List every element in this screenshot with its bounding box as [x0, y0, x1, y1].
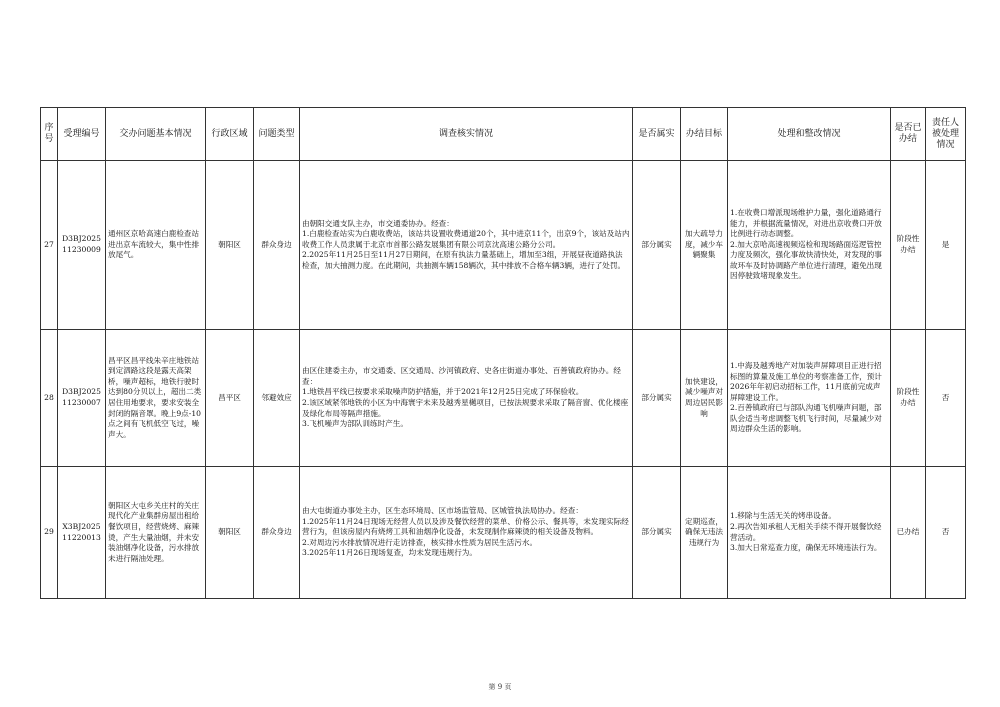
- page-number: 第 9 页: [488, 683, 512, 691]
- row-rectification: 1.在收费口增派现场维护力量，强化道路通行能力，并根据流量情况，对进出京收费口开放比例进行动态调整。 2.加大京哈高速视频巡检和现场路面巡逻管控力度及频次，强化事故快清快处，对发现的事故环车及时协调路产单位进行清理，避免出现因停驶致堵现象发生。: [728, 161, 891, 330]
- row-verified: 部分属实: [633, 161, 681, 330]
- header-investigation: 调查核实情况: [300, 108, 633, 161]
- row-investigation: 由大屯街道办事处主办，区生态环境局、区市场监管局、区城管执法局协办。经查： 1.2025年11月24日现场无经营人员以及涉及餐饮经营的菜单、价格公示、餐具等，未发现实际经营行为，但该房屋内有烧烤工具和油烟净化设备，未发现制作麻辣烫的相关设备及物料。 2.对周边污水排放情况进行走访排查，核实排水性质为居民生活污水。 3.2025年11月26日现场复查，均未发现违规行为。: [300, 467, 633, 599]
- row-completed: 阶段性办结: [891, 330, 926, 467]
- row-district: 朝阳区: [206, 161, 254, 330]
- row-rectification: 1.中海及越秀地产对加装声屏障项目正进行招标图的算量及施工单位的考察准备工作，预计2026年年初启动招标工作，11月底前完成声屏障建设工作。 2.百善镇政府已与部队沟通飞机噪声问题，部队会适当考虑调整飞机飞行时间，尽量减少对周边群众生活的影响。: [728, 330, 891, 467]
- row-goal: 定期巡查，确保无违法违规行为: [681, 467, 728, 599]
- header-verified: 是否属实: [633, 108, 681, 161]
- row-type: 群众身边: [254, 467, 300, 599]
- header-type: 问题类型: [254, 108, 300, 161]
- row-issue: 通州区京哈高速白鹿检查站进出京车流较大，集中性排放尾气。: [106, 161, 206, 330]
- row-rectification: 1.移除与生活无关的烤串设备。 2.再次告知承租人无相关手续不得开展餐饮经营活动。 3.加大日常巡查力度，确保无环境违法行为。: [728, 467, 891, 599]
- header-rectification: 处理和整改情况: [728, 108, 891, 161]
- row-completed: 已办结: [891, 467, 926, 599]
- header-row: [41, 108, 966, 161]
- row-investigation: 由朝阳交通支队主办，市交通委协办。经查： 1.白鹿检查站实为白鹿收费站，该站共设置收费通道20个，其中进京11个，出京9个，该站及站内收费工作人员隶属于北京市首都公路发展集团有限公司京沈高速公路分公司。 2.2025年11月25日至11月27日期间，在原有执法力量基础上，增加至3组，开展昼夜道路执法检查，加大抽测力度。在此期间，共抽测车辆158辆次，其中排放不合格车辆3辆，进行了处罚。: [300, 161, 633, 330]
- table-row: [41, 330, 966, 467]
- row-seq: 27: [41, 161, 58, 330]
- row-verified: 部分属实: [633, 330, 681, 467]
- header-completed: 是否已办结: [891, 108, 926, 161]
- table-row: [41, 161, 966, 330]
- header-district: 行政区域: [206, 108, 254, 161]
- header-issue: 交办问题基本情况: [106, 108, 206, 161]
- row-type: 群众身边: [254, 161, 300, 330]
- table-row: [41, 467, 966, 599]
- header-id: 受理编号: [58, 108, 106, 161]
- row-issue: 朝阳区大屯乡关庄村的关庄现代化产业集群房屋出租给餐饮项目，经营烧烤、麻辣烫，产生大量油烟，并未安装油烟净化设备，污水排放未进行隔油处理。: [106, 467, 206, 599]
- row-verified: 部分属实: [633, 467, 681, 599]
- row-accountability: 是: [926, 161, 966, 330]
- row-id: D3BJ2025 11230009: [58, 161, 106, 330]
- row-accountability: 否: [926, 330, 966, 467]
- row-district: 朝阳区: [206, 467, 254, 599]
- row-id: X3BJ2025 11220013: [58, 467, 106, 599]
- row-district: 昌平区: [206, 330, 254, 467]
- row-completed: 阶段性办结: [891, 161, 926, 330]
- header-goal: 办结目标: [681, 108, 728, 161]
- row-seq: 29: [41, 467, 58, 599]
- row-id: D3BJ2025 11230007: [58, 330, 106, 467]
- row-type: 邻避效应: [254, 330, 300, 467]
- header-seq: 序号: [41, 108, 58, 161]
- header-accountability: 责任人被处理情况: [926, 108, 966, 161]
- row-seq: 28: [41, 330, 58, 467]
- row-issue: 昌平区昌平线朱辛庄地铁站到定泗路这段是露天高架桥，噪声超标，地铁行驶时达到80分贝以上，超出二类居住用地要求，要求安装全封闭的隔音罩。晚上9点-10点之间有飞机低空飞过，噪声大。: [106, 330, 206, 467]
- row-goal: 加大疏导力度，减少车辆聚集: [681, 161, 728, 330]
- complaint-table: [40, 107, 966, 599]
- row-accountability: 否: [926, 467, 966, 599]
- row-goal: 加快建设，减少噪声对周边居民影响: [681, 330, 728, 467]
- row-investigation: 由区住建委主办，市交通委、区交通局、沙河镇政府、史各庄街道办事处、百善镇政府协办。经查： 1.地铁昌平线已按要求采取噪声防护措施，并于2021年12月25日完成了环保验收。 2.该区域紧邻地铁的小区为中海寰宇未来及越秀星樾项目，已按法规要求采取了隔音窗、优化楼座及绿化布局等隔声措施。 3.飞机噪声为部队训练时产生。: [300, 330, 633, 467]
